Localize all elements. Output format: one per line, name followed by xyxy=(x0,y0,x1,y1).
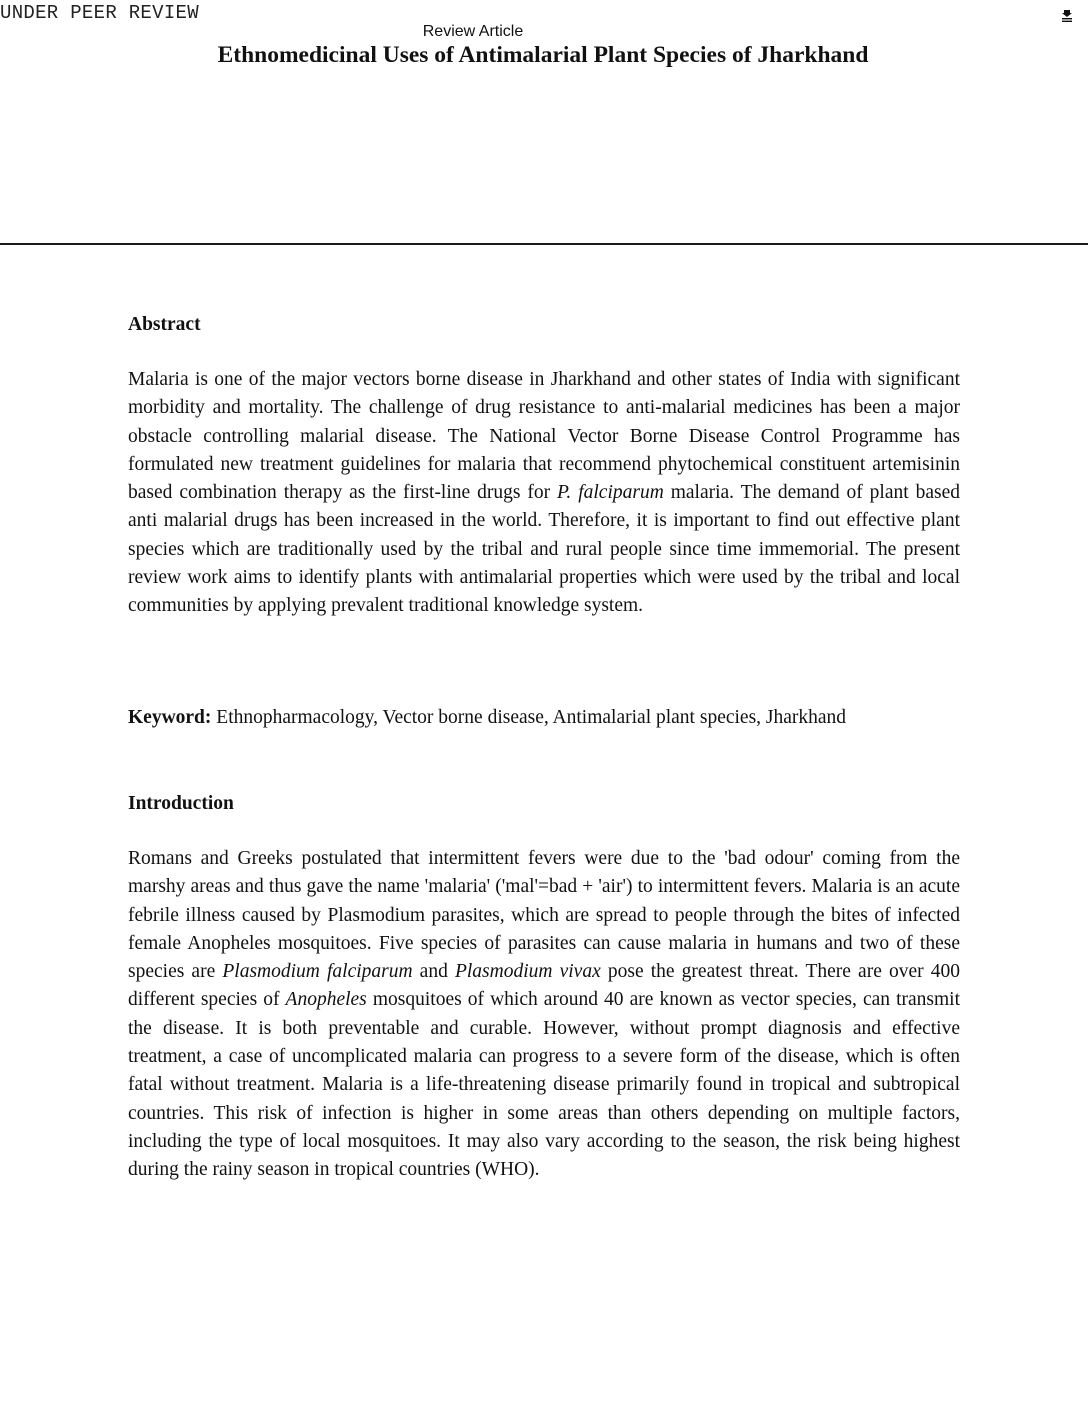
genus-name-italic: Anopheles xyxy=(285,989,367,1011)
introduction-text: and xyxy=(412,961,455,983)
species-name-italic: P. falciparum xyxy=(557,482,664,504)
introduction-heading: Introduction xyxy=(128,793,234,814)
paper-title: Ethnomedicinal Uses of Antimalarial Plant Species of Jharkhand xyxy=(217,42,869,68)
header-divider xyxy=(0,243,1088,245)
article-type-label: Review Article xyxy=(422,23,524,40)
abstract-text: malaria. The demand of plant based anti malarial drugs has been increased in the world. Therefore, it is important to find out effective plant species which are traditionally used by the tribal and rural people since time immemorial. The present review work aims to identify plants with antimalarial properties which were used by the tribal and local communities by applying prevalent traditional knowledge system. xyxy=(128,482,960,617)
introduction-paragraph xyxy=(128,845,960,1185)
species-name-italic: Plasmodium vivax xyxy=(454,961,601,983)
introduction-text: pose the greatest threat. There are over 400 different species of xyxy=(128,961,960,1011)
introduction-text: mosquitoes of which around 40 are known as vector species, can transmit the disease. It is both preventable and curable. However, without prompt diagnosis and effective treatment, a case of uncomplicated malaria can progress to a severe form of the disease, which is often fatal without treatment. Malaria is a life-threatening disease primarily found in tropical and subtropical countries. This risk of infection is higher in some areas than others depending on multiple factors, including the type of local mosquitoes. It may also vary according to the season, the risk being highest during the rainy season in tropical countries (WHO). xyxy=(128,989,961,1181)
download-icon[interactable] xyxy=(1060,9,1074,23)
abstract-paragraph xyxy=(128,366,960,621)
species-name-italic: Plasmodium falciparum xyxy=(222,961,413,983)
keywords-label: Keyword: xyxy=(128,707,212,728)
keywords-line xyxy=(128,704,960,732)
introduction-text: Romans and Greeks postulated that intermittent fevers were due to the 'bad odour' coming from the marshy areas and thus gave the name 'malaria' ('mal'=bad + 'air') to intermittent fevers. Malaria is an acute febrile illness caused by Plasmodium parasites, which are spread to people through the bites of infected female Anopheles mosquitoes. Five species of parasites can cause malaria in humans and two of these species are xyxy=(128,848,960,983)
abstract-heading: Abstract xyxy=(128,314,201,335)
keywords-text: Ethnopharmacology, Vector borne disease, Antimalarial plant species, Jharkhand xyxy=(211,707,847,728)
under-peer-review-watermark: UNDER PEER REVIEW xyxy=(0,2,199,24)
abstract-text: Malaria is one of the major vectors borne disease in Jharkhand and other states of India with significant morbidity and mortality. The challenge of drug resistance to anti-malarial medicines has been a major obstacle controlling malarial disease. The National Vector Borne Disease Control Programme has formulated new treatment guidelines for malaria that recommend phytochemical constituent artemisinin based combination therapy as the first-line drugs for xyxy=(128,369,960,504)
